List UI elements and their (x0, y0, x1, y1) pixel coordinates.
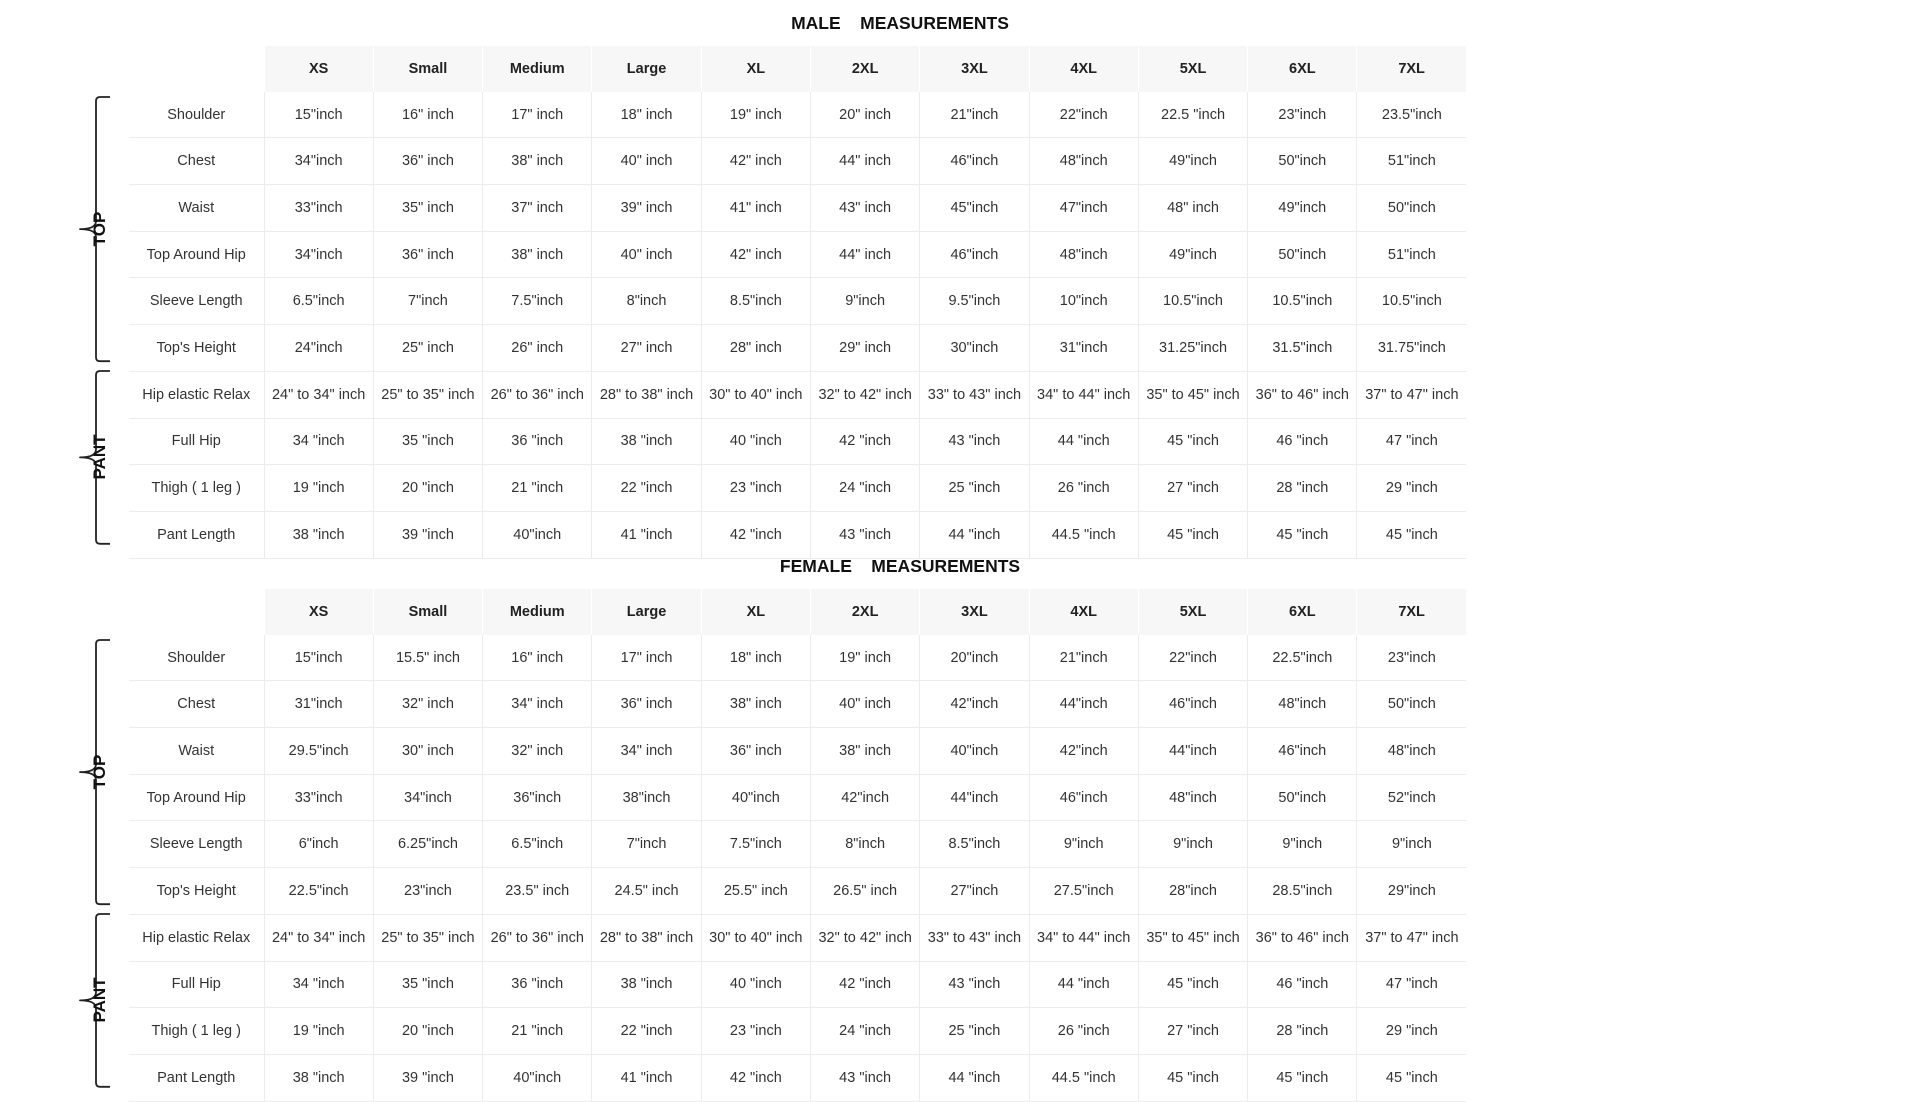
measurement-value: 26" inch (483, 325, 592, 372)
measurement-value: 34"inch (264, 138, 373, 185)
measurement-value: 36 "inch (483, 961, 592, 1008)
measurement-value: 19" inch (810, 635, 919, 681)
size-header: Small (373, 589, 482, 635)
size-header: 3XL (920, 589, 1029, 635)
measurement-value: 34 "inch (264, 418, 373, 465)
measurement-label: Sleeve Length (129, 821, 264, 868)
measurement-value: 6.5"inch (264, 278, 373, 325)
measurement-value: 25" to 35" inch (373, 371, 482, 418)
measurement-label: Shoulder (129, 635, 264, 681)
measurement-value: 50"inch (1248, 774, 1357, 821)
measurement-value: 15"inch (264, 635, 373, 681)
size-header: 6XL (1248, 589, 1357, 635)
measurement-value: 22.5"inch (264, 868, 373, 915)
measurement-row (129, 231, 1466, 278)
measurement-value: 31"inch (1029, 325, 1138, 372)
measurement-value: 40" inch (592, 231, 701, 278)
measurement-value: 23"inch (1357, 635, 1466, 681)
measurement-value: 50"inch (1357, 185, 1466, 232)
measurement-value: 29" inch (810, 325, 919, 372)
measurement-value: 33"inch (264, 185, 373, 232)
measurement-value: 35 "inch (373, 961, 482, 1008)
measurement-value: 44"inch (1029, 681, 1138, 728)
measurement-value: 48"inch (1357, 728, 1466, 775)
size-header: XS (264, 589, 373, 635)
measurement-value: 23 "inch (701, 1008, 810, 1055)
measurement-value: 43" inch (810, 185, 919, 232)
measurement-value: 36" to 46" inch (1248, 371, 1357, 418)
measurement-value: 44"inch (920, 774, 1029, 821)
measurement-label: Pant Length (129, 511, 264, 558)
measurement-value: 45 "inch (1248, 1054, 1357, 1101)
measurement-value: 34"inch (264, 231, 373, 278)
measurement-value: 36" inch (701, 728, 810, 775)
measurement-value: 47 "inch (1357, 418, 1466, 465)
size-header: Medium (483, 46, 592, 92)
measurement-row (129, 1054, 1466, 1101)
measurement-value: 42 "inch (701, 1054, 810, 1101)
measurement-row (129, 418, 1466, 465)
measurement-value: 45 "inch (1138, 511, 1247, 558)
measurement-value: 38 "inch (592, 961, 701, 1008)
measurement-value: 19" inch (701, 92, 810, 138)
measurement-value: 20" inch (810, 92, 919, 138)
group-label: TOP (90, 211, 109, 247)
measurement-label: Top's Height (129, 868, 264, 915)
measurement-value: 6.25"inch (373, 821, 482, 868)
measurement-value: 43 "inch (920, 961, 1029, 1008)
measurement-value: 43 "inch (920, 418, 1029, 465)
measurement-value: 48"inch (1138, 774, 1247, 821)
measurement-value: 21 "inch (483, 1008, 592, 1055)
measurement-value: 40"inch (483, 511, 592, 558)
measurement-value: 40"inch (920, 728, 1029, 775)
measurement-label: Thigh ( 1 leg ) (129, 465, 264, 512)
measurement-value: 39 "inch (373, 1054, 482, 1101)
measurement-value: 36"inch (483, 774, 592, 821)
measurement-row (129, 681, 1466, 728)
measurement-value: 34" to 44" inch (1029, 914, 1138, 961)
measurement-value: 43 "inch (810, 1054, 919, 1101)
measurement-value: 9"inch (1138, 821, 1247, 868)
measurement-row (129, 774, 1466, 821)
measurement-value: 23 "inch (701, 465, 810, 512)
measurement-value: 10.5"inch (1248, 278, 1357, 325)
size-header: 7XL (1357, 589, 1466, 635)
measurement-value: 20 "inch (373, 1008, 482, 1055)
measurement-value: 50"inch (1248, 138, 1357, 185)
size-header-row (129, 589, 1466, 635)
measurement-value: 26" to 36" inch (483, 371, 592, 418)
measurement-value: 7"inch (373, 278, 482, 325)
measurement-value: 32" inch (373, 681, 482, 728)
measurement-value: 40"inch (701, 774, 810, 821)
measurement-value: 46 "inch (1248, 418, 1357, 465)
measurement-value: 47 "inch (1357, 961, 1466, 1008)
measurement-value: 44.5 "inch (1029, 1054, 1138, 1101)
size-header: 4XL (1029, 589, 1138, 635)
measurement-value: 17" inch (483, 92, 592, 138)
measurement-value: 41" inch (701, 185, 810, 232)
size-header: 2XL (810, 46, 919, 92)
measurement-value: 9.5"inch (920, 278, 1029, 325)
measurement-value: 30"inch (920, 325, 1029, 372)
measurement-value: 40"inch (483, 1054, 592, 1101)
size-header: 3XL (920, 46, 1029, 92)
measurement-value: 24 "inch (810, 465, 919, 512)
measurement-value: 25 "inch (920, 1008, 1029, 1055)
measurement-value: 31"inch (264, 681, 373, 728)
measurement-value: 27" inch (592, 325, 701, 372)
measurement-value: 23"inch (373, 868, 482, 915)
measurement-value: 45 "inch (1357, 1054, 1466, 1101)
measurement-value: 38" inch (483, 231, 592, 278)
measurement-value: 28"inch (1138, 868, 1247, 915)
measurement-value: 34"inch (373, 774, 482, 821)
measurement-label: Chest (129, 681, 264, 728)
measurement-label: Waist (129, 728, 264, 775)
measurement-value: 50"inch (1248, 231, 1357, 278)
measurement-row (129, 635, 1466, 681)
measurement-value: 44 "inch (1029, 418, 1138, 465)
measurement-value: 36" inch (592, 681, 701, 728)
size-header: XL (701, 46, 810, 92)
measurement-label: Pant Length (129, 1054, 264, 1101)
measurement-value: 28" to 38" inch (592, 914, 701, 961)
measurement-value: 42"inch (810, 774, 919, 821)
measurement-value: 24" to 34" inch (264, 371, 373, 418)
measurement-value: 42 "inch (701, 511, 810, 558)
measurement-value: 42 "inch (810, 961, 919, 1008)
measurement-label: Waist (129, 185, 264, 232)
measurement-value: 15"inch (264, 92, 373, 138)
measurement-value: 37" to 47" inch (1357, 371, 1466, 418)
measurement-value: 42"inch (920, 681, 1029, 728)
measurement-value: 49"inch (1138, 138, 1247, 185)
measurement-value: 8.5"inch (920, 821, 1029, 868)
measurement-table (129, 589, 1467, 1102)
measurement-value: 26 "inch (1029, 465, 1138, 512)
measurement-value: 31.75"inch (1357, 325, 1466, 372)
measurement-value: 29.5"inch (264, 728, 373, 775)
measurement-value: 45 "inch (1248, 511, 1357, 558)
measurement-row (129, 371, 1466, 418)
measurement-value: 44 "inch (1029, 961, 1138, 1008)
measurement-value: 29 "inch (1357, 1008, 1466, 1055)
measurement-value: 43 "inch (810, 511, 919, 558)
measurement-label: Thigh ( 1 leg ) (129, 1008, 264, 1055)
measurement-value: 47"inch (1029, 185, 1138, 232)
measurement-value: 39" inch (592, 185, 701, 232)
measurement-value: 27 "inch (1138, 465, 1247, 512)
measurement-value: 34 "inch (264, 961, 373, 1008)
measurement-value: 7.5"inch (483, 278, 592, 325)
size-header: 6XL (1248, 46, 1357, 92)
size-header: Small (373, 46, 482, 92)
measurement-value: 9"inch (1357, 821, 1466, 868)
size-header: 2XL (810, 589, 919, 635)
measurement-value: 9"inch (1029, 821, 1138, 868)
measurement-value: 27 "inch (1138, 1008, 1247, 1055)
measurement-value: 37" inch (483, 185, 592, 232)
measurement-value: 28" to 38" inch (592, 371, 701, 418)
measurement-value: 42" inch (701, 231, 810, 278)
measurement-value: 26" to 36" inch (483, 914, 592, 961)
measurement-value: 28" inch (701, 325, 810, 372)
measurement-row (129, 1008, 1466, 1055)
size-header: 5XL (1138, 589, 1247, 635)
measurement-value: 34" inch (592, 728, 701, 775)
measurement-value: 44"inch (1138, 728, 1247, 775)
measurement-value: 16" inch (373, 92, 482, 138)
measurement-value: 17" inch (592, 635, 701, 681)
measurement-value: 10"inch (1029, 278, 1138, 325)
measurement-value: 46"inch (1138, 681, 1247, 728)
measurement-value: 48"inch (1248, 681, 1357, 728)
measurement-row (129, 138, 1466, 185)
measurement-value: 35" to 45" inch (1138, 371, 1247, 418)
measurement-value: 24 "inch (810, 1008, 919, 1055)
measurement-value: 16" inch (483, 635, 592, 681)
measurement-value: 45 "inch (1357, 511, 1466, 558)
measurement-row (129, 914, 1466, 961)
group-label: PANT (90, 434, 109, 480)
measurement-value: 38" inch (701, 681, 810, 728)
measurement-value: 22.5"inch (1248, 635, 1357, 681)
measurement-label: Hip elastic Relax (129, 371, 264, 418)
measurement-value: 31.25"inch (1138, 325, 1247, 372)
measurement-label: Full Hip (129, 418, 264, 465)
measurement-value: 26 "inch (1029, 1008, 1138, 1055)
measurement-value: 21 "inch (483, 465, 592, 512)
measurement-value: 46"inch (920, 138, 1029, 185)
measurement-row (129, 821, 1466, 868)
measurement-value: 32" to 42" inch (810, 914, 919, 961)
size-header: 7XL (1357, 46, 1466, 92)
measurement-value: 41 "inch (592, 1054, 701, 1101)
measurement-value: 33" to 43" inch (920, 371, 1029, 418)
measurement-value: 32" to 42" inch (810, 371, 919, 418)
measurement-row (129, 92, 1466, 138)
measurement-value: 9"inch (810, 278, 919, 325)
measurement-label: Top Around Hip (129, 231, 264, 278)
measurement-value: 38 "inch (264, 511, 373, 558)
measurement-value: 40 "inch (701, 961, 810, 1008)
measurement-value: 36 "inch (483, 418, 592, 465)
measurement-row (129, 185, 1466, 232)
male-chart-title: MALE MEASUREMENTS (791, 13, 1009, 33)
measurement-value: 44 "inch (920, 511, 1029, 558)
measurement-value: 22.5 "inch (1138, 92, 1247, 138)
measurement-value: 50"inch (1357, 681, 1466, 728)
size-header: 4XL (1029, 46, 1138, 92)
measurement-row (129, 728, 1466, 775)
group-label: TOP (90, 754, 109, 790)
size-header: XL (701, 589, 810, 635)
measurement-value: 23.5" inch (483, 868, 592, 915)
measurement-value: 35" inch (373, 185, 482, 232)
measurement-value: 44.5 "inch (1029, 511, 1138, 558)
measurement-label: Chest (129, 138, 264, 185)
measurement-value: 45 "inch (1138, 1054, 1247, 1101)
measurement-value: 10.5"inch (1357, 278, 1466, 325)
measurement-value: 45"inch (920, 185, 1029, 232)
measurement-value: 28 "inch (1248, 1008, 1357, 1055)
measurement-value: 35" to 45" inch (1138, 914, 1247, 961)
measurement-value: 21"inch (1029, 635, 1138, 681)
measurement-label: Hip elastic Relax (129, 914, 264, 961)
measurement-value: 27"inch (920, 868, 1029, 915)
measurement-value: 42 "inch (810, 418, 919, 465)
measurement-value: 49"inch (1248, 185, 1357, 232)
measurement-value: 22 "inch (592, 465, 701, 512)
measurement-value: 23"inch (1248, 92, 1357, 138)
female-chart-title: FEMALE MEASUREMENTS (779, 556, 1021, 576)
measurement-row (129, 511, 1466, 558)
measurement-value: 8"inch (810, 821, 919, 868)
measurement-row (129, 868, 1466, 915)
measurement-value: 44" inch (810, 231, 919, 278)
measurement-value: 34" inch (483, 681, 592, 728)
measurement-table (129, 46, 1467, 559)
measurement-value: 28.5"inch (1248, 868, 1357, 915)
measurement-value: 44 "inch (920, 1054, 1029, 1101)
measurement-value: 15.5" inch (373, 635, 482, 681)
size-header: Medium (483, 589, 592, 635)
measurement-value: 42"inch (1029, 728, 1138, 775)
measurement-value: 52"inch (1357, 774, 1466, 821)
measurement-value: 18" inch (701, 635, 810, 681)
measurement-value: 28 "inch (1248, 465, 1357, 512)
measurement-value: 33"inch (264, 774, 373, 821)
measurement-value: 39 "inch (373, 511, 482, 558)
measurement-value: 25" to 35" inch (373, 914, 482, 961)
measurement-value: 46"inch (1248, 728, 1357, 775)
measurement-value: 49"inch (1138, 231, 1247, 278)
measurement-value: 38 "inch (264, 1054, 373, 1101)
measurement-value: 30" to 40" inch (701, 371, 810, 418)
measurement-value: 24"inch (264, 325, 373, 372)
measurement-value: 51"inch (1357, 138, 1466, 185)
measurement-value: 46"inch (1029, 774, 1138, 821)
measurement-value: 38" inch (483, 138, 592, 185)
size-header: 5XL (1138, 46, 1247, 92)
size-header: Large (592, 589, 701, 635)
measurement-value: 19 "inch (264, 1008, 373, 1055)
measurement-value: 45 "inch (1138, 961, 1247, 1008)
measurement-value: 34" to 44" inch (1029, 371, 1138, 418)
measurement-value: 24.5" inch (592, 868, 701, 915)
group-label: PANT (90, 977, 109, 1023)
measurement-value: 35 "inch (373, 418, 482, 465)
header-corner (129, 589, 264, 635)
measurement-value: 19 "inch (264, 465, 373, 512)
measurement-value: 36" inch (373, 138, 482, 185)
measurement-value: 40 "inch (701, 418, 810, 465)
measurement-value: 37" to 47" inch (1357, 914, 1466, 961)
measurement-value: 8"inch (592, 278, 701, 325)
measurement-value: 27.5"inch (1029, 868, 1138, 915)
measurement-value: 22"inch (1029, 92, 1138, 138)
measurement-value: 10.5"inch (1138, 278, 1247, 325)
measurement-value: 20"inch (920, 635, 1029, 681)
size-header: Large (592, 46, 701, 92)
measurement-value: 6"inch (264, 821, 373, 868)
measurement-value: 44" inch (810, 138, 919, 185)
measurement-value: 6.5"inch (483, 821, 592, 868)
measurement-row (129, 325, 1466, 372)
measurement-value: 22"inch (1138, 635, 1247, 681)
measurement-value: 48"inch (1029, 231, 1138, 278)
measurement-value: 21"inch (920, 92, 1029, 138)
size-header-row (129, 46, 1466, 92)
measurement-value: 26.5" inch (810, 868, 919, 915)
measurement-value: 42" inch (701, 138, 810, 185)
measurement-value: 22 "inch (592, 1008, 701, 1055)
measurement-value: 7.5"inch (701, 821, 810, 868)
measurement-label: Top's Height (129, 325, 264, 372)
header-corner (129, 46, 264, 92)
measurement-value: 30" to 40" inch (701, 914, 810, 961)
measurement-value: 8.5"inch (701, 278, 810, 325)
measurement-value: 38 "inch (592, 418, 701, 465)
measurement-value: 25 "inch (920, 465, 1029, 512)
measurement-value: 7"inch (592, 821, 701, 868)
measurement-label: Full Hip (129, 961, 264, 1008)
measurement-value: 38"inch (592, 774, 701, 821)
measurement-value: 48" inch (1138, 185, 1247, 232)
measurement-value: 18" inch (592, 92, 701, 138)
measurement-label: Sleeve Length (129, 278, 264, 325)
measurement-value: 40" inch (810, 681, 919, 728)
measurement-value: 25" inch (373, 325, 482, 372)
measurement-value: 46"inch (920, 231, 1029, 278)
measurement-value: 41 "inch (592, 511, 701, 558)
measurement-row (129, 465, 1466, 512)
measurement-value: 36" inch (373, 231, 482, 278)
measurement-value: 30" inch (373, 728, 482, 775)
size-header: XS (264, 46, 373, 92)
measurement-value: 9"inch (1248, 821, 1357, 868)
measurement-label: Top Around Hip (129, 774, 264, 821)
measurement-value: 20 "inch (373, 465, 482, 512)
measurement-row (129, 278, 1466, 325)
measurement-value: 36" to 46" inch (1248, 914, 1357, 961)
measurement-value: 48"inch (1029, 138, 1138, 185)
measurement-value: 31.5"inch (1248, 325, 1357, 372)
measurement-value: 40" inch (592, 138, 701, 185)
measurement-value: 51"inch (1357, 231, 1466, 278)
measurement-value: 29"inch (1357, 868, 1466, 915)
measurement-label: Shoulder (129, 92, 264, 138)
measurement-row (129, 961, 1466, 1008)
measurement-value: 23.5"inch (1357, 92, 1466, 138)
measurement-value: 33" to 43" inch (920, 914, 1029, 961)
measurement-value: 24" to 34" inch (264, 914, 373, 961)
measurement-value: 29 "inch (1357, 465, 1466, 512)
measurement-value: 32" inch (483, 728, 592, 775)
measurement-value: 38" inch (810, 728, 919, 775)
measurement-value: 45 "inch (1138, 418, 1247, 465)
measurement-value: 25.5" inch (701, 868, 810, 915)
measurement-value: 46 "inch (1248, 961, 1357, 1008)
